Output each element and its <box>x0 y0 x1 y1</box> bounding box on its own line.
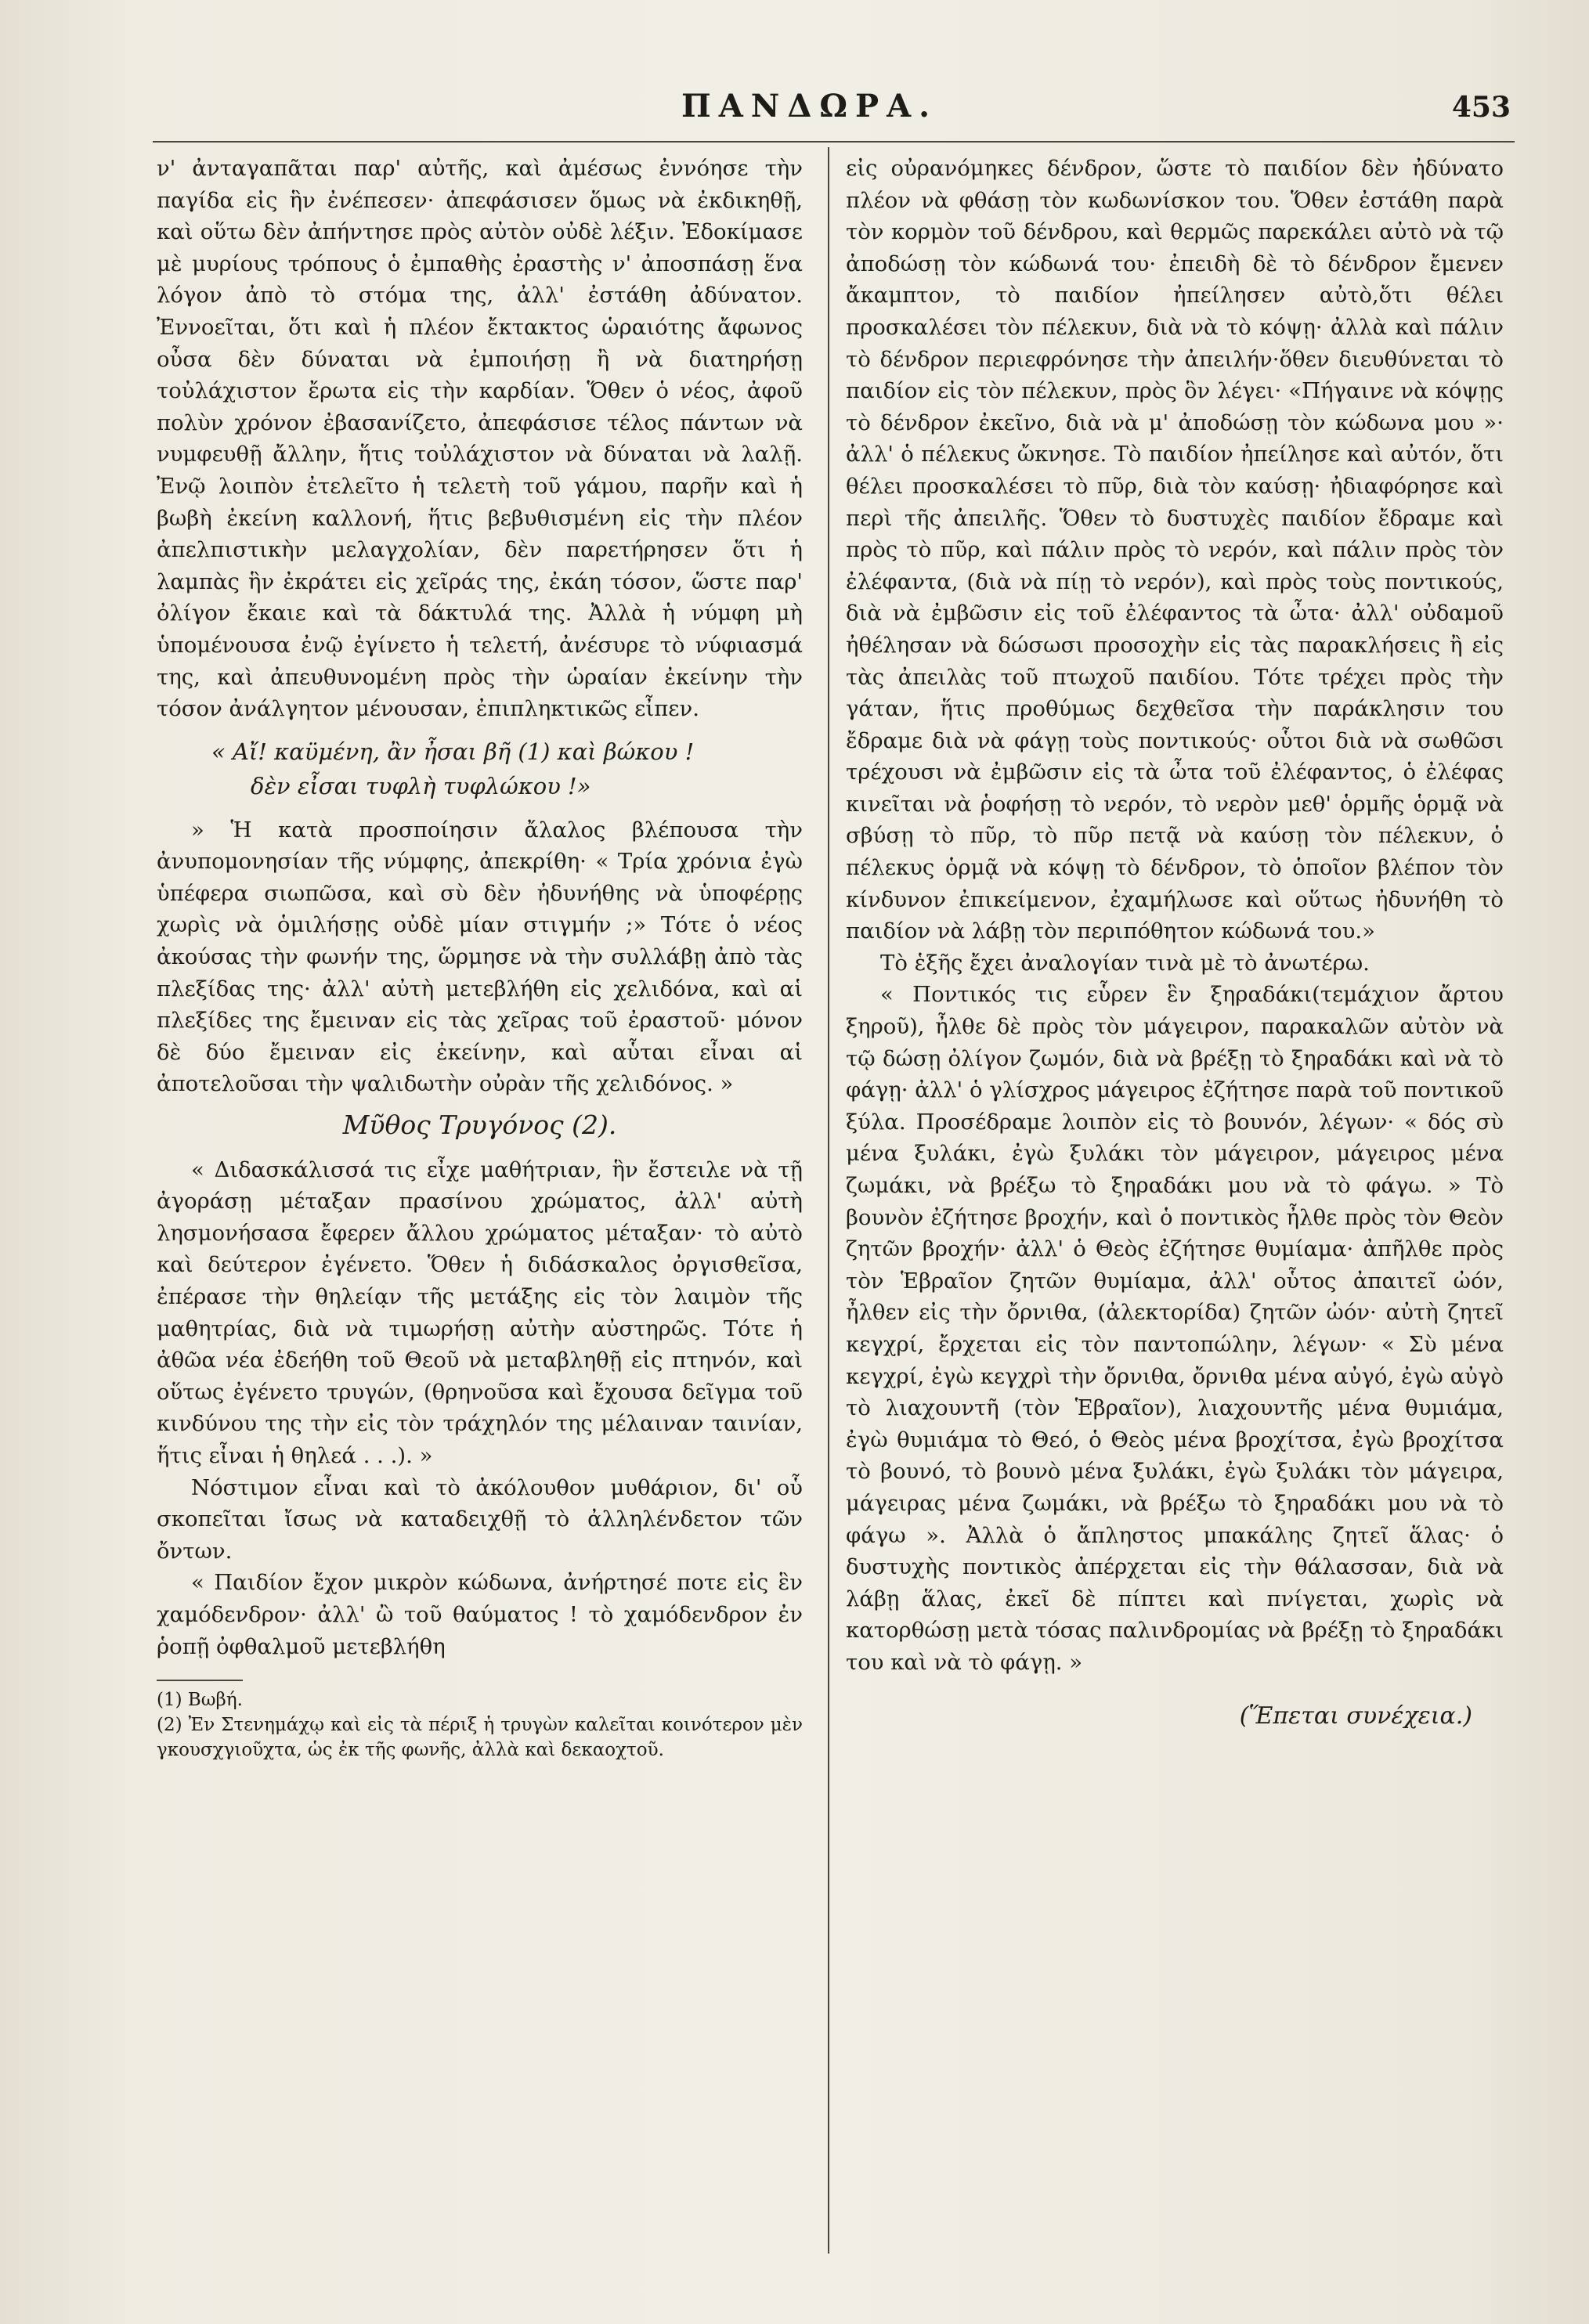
left-column <box>157 153 803 1763</box>
left-paragraph-1: ν' ἀνταγαπᾶται παρ' αὐτῆς, καὶ ἀμέσως ἐννόησε τὴν παγίδα εἰς ἣν ἐνέπεσεν· ἀπεφάσισεν ὅμως νὰ ἐκδικηθῇ, καὶ οὕτω δὲν ἀπήντησε πρὸς αὐτὸν οὐδὲ λέξιν. Ἐδοκίμασε μὲ μυρίους τρόπους ὁ ἐμπαθὴς ἐραστὴς ν' ἀποσπάσῃ ἕνα λόγον ἀπὸ τὸ στόμα της, ἀλλ' ἐστάθη ἀδύνατον. Ἐννοεῖται, ὅτι καὶ ἡ πλέον ἔκτακτος ὡραιότης ἄφωνος οὖσα δὲν δύναται νὰ ἐμποιήσῃ ἢ νὰ διατηρήσῃ τοὐλάχιστον ἔρωτα εἰς τὴν καρδίαν. Ὅθεν ὁ νέος, ἀφοῦ πολὺν χρόνον ἐβασανίζετο, ἀπεφάσισε τέλος πάντων νὰ νυμφευθῇ ἄλλην, ἥτις τοὐλάχιστον νὰ δύναται νὰ λαλῇ. Ἐνῷ λοιπὸν ἐτελεῖτο ἡ τελετὴ τοῦ γάμου, παρῆν καὶ ἡ βωβὴ ἐκείνη καλλονή, ἥτις βεβυθισμένη εἰς τὴν πλέον ἀπελπιστικὴν μελαγχολίαν, δὲν παρετήρησεν ὅτι ἡ λαμπὰς ἣν ἐκράτει εἰς χεῖράς της, ἐκάη τόσον, ὥστε παρ' ὀλίγον ἔκαιε καὶ τὰ δάκτυλά της. Ἀλλὰ ἡ νύμφη μὴ ὑπομένουσα ἐνῷ ἐγίνετο ἡ τελετή, ἀνέσυρε τὸ νύφιασμά της, καὶ ἀπευθυνομένη πρὸς τὴν ὡραίαν ἐκείνην τὴν τόσον ἀνάλγητον μένουσαν, ἐπιπληκτικῶς εἶπεν. <box>157 156 803 722</box>
footnote-1: (1) Βωβή. <box>157 1690 243 1711</box>
section-title: Μῦθος Τρυγόνος (2). <box>342 1110 617 1141</box>
right-paragraph-2: Τὸ ἑξῆς ἔχει ἀναλογίαν τινὰ μὲ τὸ ἀνωτέρω. <box>880 950 1370 976</box>
footnotes <box>157 1680 803 1763</box>
right-column <box>846 153 1504 1732</box>
page-header <box>0 88 1589 135</box>
left-paragraph-2: » Ἡ κατὰ προσποίησιν ἄλαλος βλέπουσα τὴν ἀνυπομονησίαν τῆς νύμφης, ἀπεκρίθη· « Τρία χρόνια ἐγὼ ὑπέφερα σιωπῶσα, καὶ σὺ δὲν ἠδυνήθης νὰ ὑποφέρῃς χωρὶς νὰ ὁμιλήσῃς οὐδὲ μίαν στιγμήν ;» Τότε ὁ νέος ἀκούσας τὴν φωνήν της, ὥρμησε νὰ τὴν συλλάβῃ ἀπὸ τὰς πλεξίδας της· ἀλλ' αὐτὴ μετεβλήθη εἰς χελιδόνα, καὶ αἱ πλεξίδες της ἔμειναν εἰς τὰς χεῖρας τοῦ ἐραστοῦ· μόνον δὲ δύο ἔμειναν εἰς ἐκείνην, καὶ αὗται εἶναι αἱ ἀποτελοῦσαι τὴν ψαλιδωτὴν οὐρὰν τῆς χελιδόνος. » <box>157 817 803 1097</box>
left-paragraph-5: « Παιδίον ἔχον μικρὸν κώδωνα, ἀνήρτησέ ποτε εἰς ἓν χαμόδενδρον· ἀλλ' ὢ τοῦ θαύματος ! τὸ χαμόδενδρον ἐν ῥοπῇ ὀφθαλμοῦ μετεβλήθη <box>157 1570 803 1659</box>
page-number: 453 <box>1451 91 1511 124</box>
left-paragraph-4: Νόστιμον εἶναι καὶ τὸ ἀκόλουθον μυθάριον, δι' οὗ σκοπεῖται ἴσως νὰ καταδειχθῇ τὸ ἀλληλένδετον τῶν ὄντων. <box>157 1474 803 1564</box>
right-paragraph-3: « Ποντικός τις εὗρεν ἓν ξηραδάκι(τεμάχιον ἄρτου ξηροῦ), ἦλθε δὲ πρὸς τὸν μάγειρον, παρακαλῶν αὐτὸν νὰ τῷ δώσῃ ὀλίγον ζωμόν, διὰ νὰ βρέξῃ τὸ ξηραδάκι καὶ νὰ τὸ φάγῃ· ἀλλ' ὁ γλίσχρος μάγειρος ἐζήτησε παρὰ τοῦ ποντικοῦ ξύλα. Προσέδραμε λοιπὸν εἰς τὸ βουνόν, λέγων· « δός σὺ μένα ξυλάκι, ἐγὼ ξυλάκι τὸν μάγειρον, μάγειρος μένα ζωμάκι, νὰ βρέξω τὸ ξηραδάκι μου νὰ τὸ φάγω. » Τὸ βουνὸν ἐζήτησε βροχήν, καὶ ὁ ποντικὸς ἦλθε πρὸς τὸν Θεὸν ζητῶν βροχήν· ἀλλ' ὁ Θεὸς ἐζήτησε θυμίαμα· ἀπῆλθε πρὸς τὸν Ἑβραῖον ζητῶν θυμίαμα, ἀλλ' οὗτος ἀπαιτεῖ ὠόν, ἦλθεν εἰς τὴν ὄρνιθα, (ἀλεκτορίδα) ζητῶν ὠόν· αὐτὴ ζητεῖ κεγχρί, ἔρχεται εἰς τὸν παντοπώλην, λέγων· « Σὺ μένα κεγχρί, ἐγὼ κεγχρὶ τὴν ὄρνιθα, ὄρνιθα μένα αὐγό, ἐγὼ αὐγὸ τὸ λιαχουντῆ (τὸν Ἑβραῖον), λιαχουντῆς μένα θυμιάμα, ἐγὼ θυμιάμα τὸ Θεό, ὁ Θεὸς μένα βροχίτσα, ἐγὼ βροχίτσα τὸ βουνό, τὸ βουνὸ μένα ξυλάκι, ἐγὼ ξυλάκι τὸν μάγειρα, μάγειρας μένα ζωμάκι, νὰ βρέξω τὸ ξηραδάκι μου νὰ τὸ φάγω ». Ἀλλὰ ὁ ἄπληστος μπακάλης ζητεῖ ἅλας· ὁ δυστυχὴς ποντικὸς ἀπέρχεται εἰς τὴν θάλασσαν, διὰ νὰ λάβῃ ἅλας, ἐκεῖ δὲ πίπτει καὶ πνίγεται, χωρὶς νὰ κατορθώσῃ μετὰ τόσας παλινδρομίας νὰ βρέξῃ τὸ ξηραδάκι του καὶ νὰ τὸ φάγῃ. » <box>846 982 1504 1675</box>
left-paragraph-3: « Διδασκάλισσά τις εἶχε μαθήτριαν, ἣν ἔστειλε νὰ τῇ ἀγοράσῃ μέταξαν πρασίνου χρώματος, ἀλλ' αὐτὴ λησμονήσασα ἔφερεν ἄλλου χρώματος μέταξαν· τὸ αὐτὸ καὶ δεύτερον ἐγένετο. Ὅθεν ἡ διδάσκαλος ὀργισθεῖσα, ἐπέρασε τὴν θηλεία̣ν τῆς μετάξης εἰς τὸν λαιμὸν τῆς μαθητρίας, διὰ νὰ τιμωρήσῃ αὐτὴν αὐστηρῶς. Τότε ἡ ἀθῶα νέα ἐδεήθη τοῦ Θεοῦ νὰ μεταβληθῇ εἰς πτηνόν, καὶ οὕτως ἐγένετο τρυγών, (θρηνοῦσα καὶ ἔχουσα δεῖγμα τοῦ κινδύνου της τὴν εἰς τὸν τράχηλόν της μέλαιναν ταινίαν, ἥτις εἶναι ἡ θηλεά . . .). » <box>157 1157 803 1468</box>
verse-line-2: δὲν εἶσαι τυφλὴ τυφλώκου !» <box>251 772 591 799</box>
column-divider <box>828 147 829 2254</box>
continuation-note: (Ἕπεται συνέχεια.) <box>1239 1702 1472 1730</box>
footnote-rule <box>157 1680 243 1681</box>
header-rule <box>153 141 1515 143</box>
verse-line-1: « Αἴ! καϋμένη, ἂν ἦσαι βῆ (1) καὶ βώκου ! <box>211 738 695 765</box>
verse-couplet <box>157 734 803 803</box>
right-paragraph-1: εἰς οὐρανόμηκες δένδρον, ὥστε τὸ παιδίον δὲν ἠδύνατο πλέον νὰ φθάσῃ τὸν κωδωνίσκον του. Ὅθεν ἐστάθη παρὰ τὸν κορμὸν τοῦ δένδρου, καὶ θερμῶς παρεκάλει αὐτὸ νὰ τῷ ἀποδώσῃ τὸν κώδωνά του· ἐπειδὴ δὲ τὸ δένδρον ἔμενεν ἄκαμπτον, τὸ παιδίον ἠπείλησεν αὐτὸ,ὅτι θέλει προσκαλέσει τὸν πέλεκυν, διὰ νὰ τὸ κόψῃ· ἀλλὰ καὶ πάλιν τὸ δένδρον περιεφρόνησε τὴν ἀπειλήν·ὅθεν διευθύνεται τὸ παιδίον εἰς τὸν πέλεκυν, πρὸς ὃν λέγει· «Πήγαινε νὰ κόψῃς τὸ δένδρον ἐκεῖνο, διὰ νὰ μ' ἀποδώσῃ τὸν κώδωνα μου »· ἀλλ' ὁ πέλεκυς ὤκνησε. Τὸ παιδίον ἠπείλησε καὶ αὐτόν, ὅτι θέλει προσκαλέσει τὸ πῦρ, διὰ τὸν καύσῃ· ἠδιαφόρησε καὶ περὶ τῆς ἀπειλῆς. Ὅθεν τὸ δυστυχὲς παιδίον ἔδραμε καὶ πρὸς τὸ πῦρ, καὶ πάλιν πρὸς τὸ νερόν, καὶ πάλιν πρὸς τὸν ἐλέφαντα, (διὰ νὰ πίῃ τὸ νερόν), καὶ πρὸς τοὺς ποντικούς, διὰ νὰ ἐμβῶσιν εἰς τοῦ ἐλέφαντος τὰ ὦτα· ἀλλ' οὐδαμοῦ ἠθέλησαν νὰ δώσωσι προσοχὴν εἰς τὰς παρακλήσεις ἢ εἰς τὰς ἀπειλὰς τοῦ πτωχοῦ παιδίου. Τότε τρέχει πρὸς τὴν γάταν, ἥτις προθύμως δεχθεῖσα τὴν παράκλησιν του ἔδραμε διὰ νὰ φάγῃ τοὺς ποντικούς· οὗτοι διὰ νὰ σωθῶσι τρέχουσι νὰ ἐμβῶσιν εἰς τὰ ὦτα τοῦ ἐλέφαντος, ὁ ἐλέφας κινεῖται νὰ ῥοφήσῃ τὸ νερόν, τὸ νερὸν μεθ' ὁρμῆς ὁρμᾷ νὰ σβύσῃ τὸ πῦρ, τὸ πῦρ πετᾷ νὰ καύσῃ τὸν πέλεκυν, ὁ πέλεκυς ὁρμᾷ νὰ κόψῃ τὸ δένδρον, τὸ ὁποῖον βλέπον τὸν κίνδυνον ἐπικείμενον, ἐχαμήλωσε καὶ οὕτως ἠδυνήθη τὸ παιδίον νὰ λάβῃ τὸν περιπόθητον κώδωνά του.» <box>846 156 1504 944</box>
footnote-2: (2) Ἐν Στενημάχῳ καὶ εἰς τὰ πέριξ ἡ τρυγὼν καλεῖται κοινότερον μὲν γκουσχγιοῦχτα, ὡς ἐκ τῆς φωνῆς, ἀλλὰ καὶ δεκαοχτοῦ. <box>157 1715 803 1761</box>
running-title: ΠΑΝΔΩΡΑ. <box>681 88 938 125</box>
